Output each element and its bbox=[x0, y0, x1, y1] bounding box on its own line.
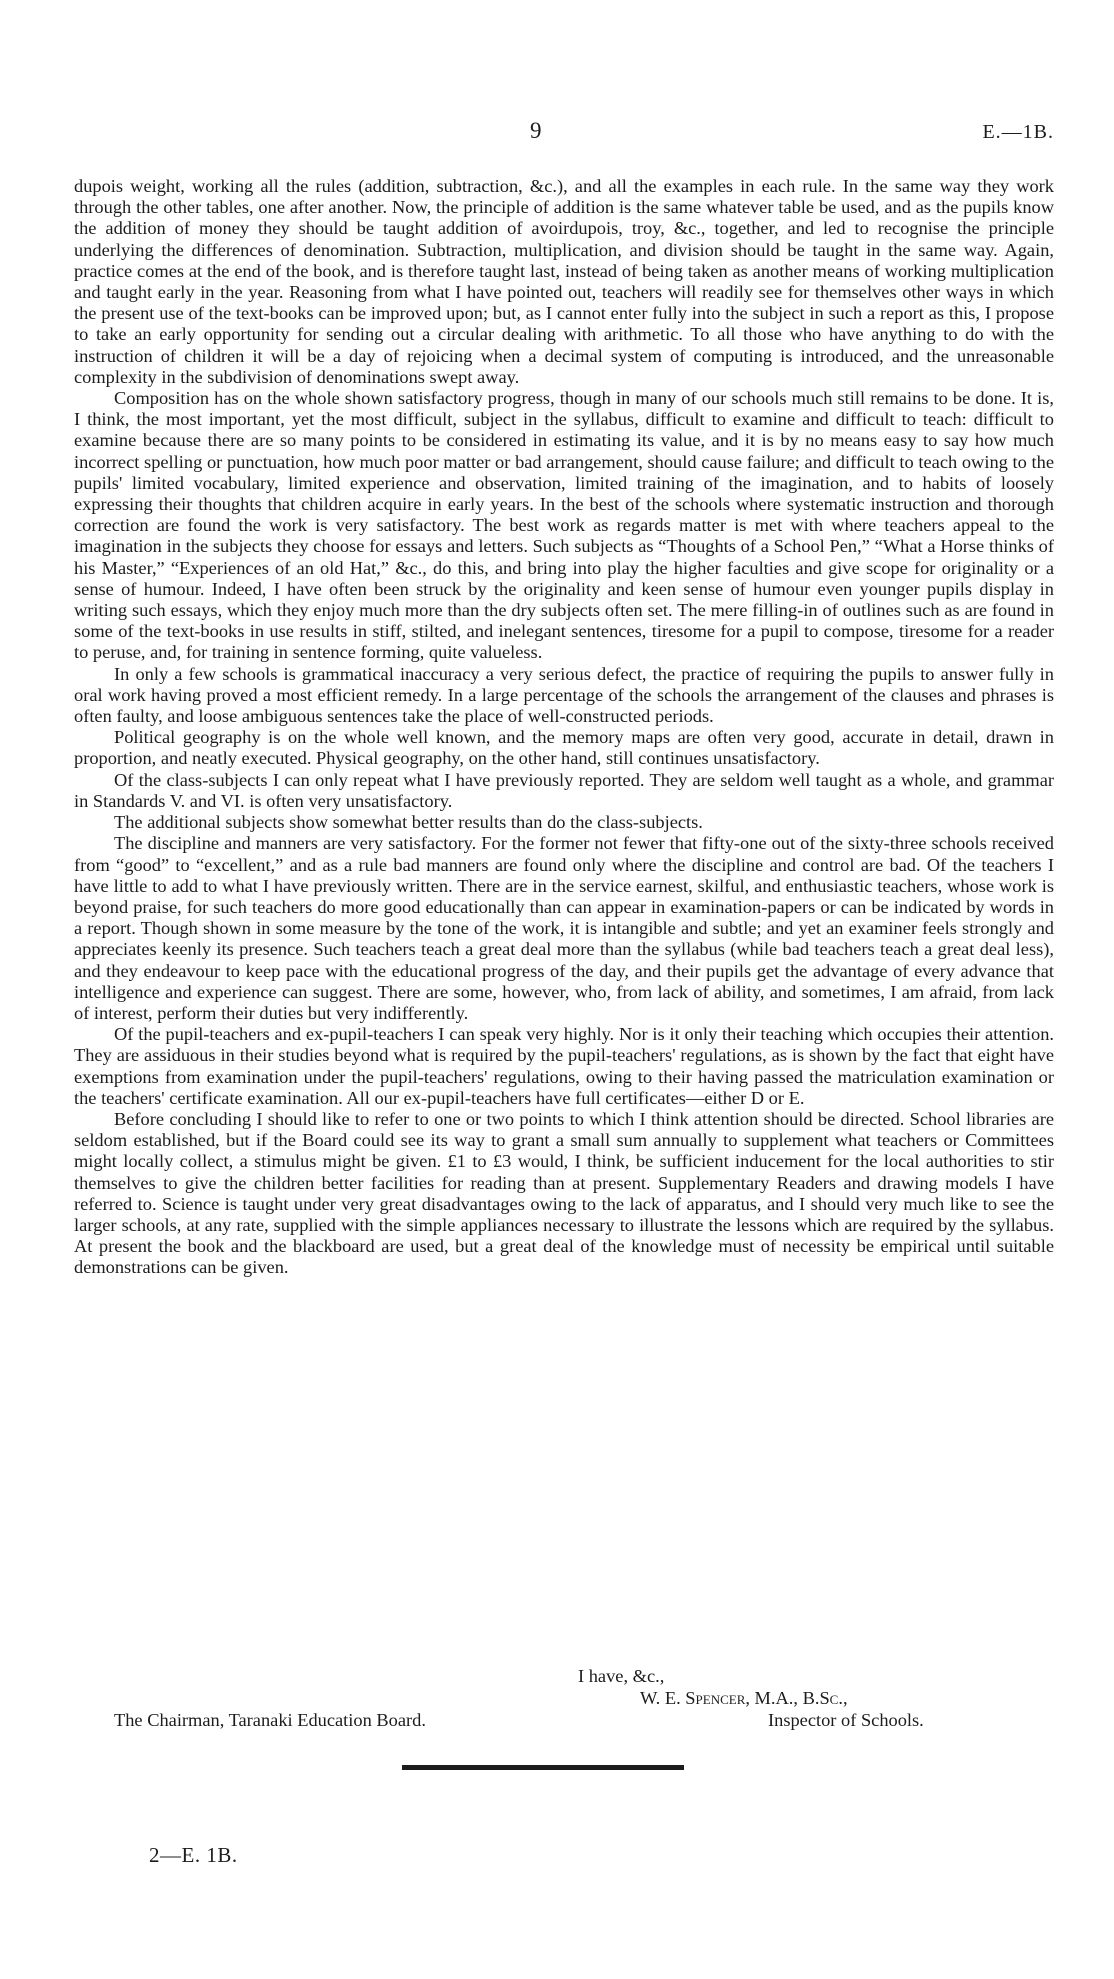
paragraph-additional-subjects: The additional subjects show somewhat better results than do the class-subjects. bbox=[114, 812, 703, 833]
report-body bbox=[74, 176, 1054, 1279]
footer-reference: 2—E. 1B. bbox=[149, 1843, 238, 1867]
paragraph-conclusion: Before concluding I should like to refer to one or two points to which I think attention should be directed. School libraries are seldom established, but if the Board could see its way to grant a small sum annually to supplement what teachers or Committees might locally collect, a stimulus might be given. £1 to £3 would, I think, be sufficient inducement for the local authorities to stir themselves to give the children better facilities for reading than at present. Supplementary Readers and drawing models I have referred to. Science is taught under very great disadvantages owing to the lack of apparatus, and I should very much like to see the larger schools, at any rate, supplied with the simple appliances necessary to illustrate the lessons which are required by the syllabus. At present the book and the blackboard are used, but a great deal of the knowledge must of necessity be empirical until suitable demonstrations can be given. bbox=[74, 1108, 1054, 1278]
paragraph-composition: Composition has on the whole shown satisfactory progress, though in many of our schools much still remains to be done. It is, I think, the most important, yet the most difficult, subject in the syllabus, difficult to examine and difficult to teach: difficult to examine because there are so many points to be considered in estimating its value, and it is by no means easy to say how much incorrect spelling or punctuation, how much poor matter or bad arrangement, should cause failure; and difficult to teach owing to the pupils' limited vocabulary, limited experience and observation, limited training of the imagination, and to habits of loosely expressing their thoughts that children acquire in early years. In the best of the schools where systematic instruction and thorough correction are found the work is very satisfactory. The best work as regards matter is met with where teachers appeal to the imagination in the subjects they choose for essays and letters. Such subjects as “Thoughts of a School Pen,” “What a Horse thinks of his Master,” “Experiences of an old Hat,” &c., do this, and bring into play the higher faculties and give scope for originality or a sense of humour. Indeed, I have often been struck by the originality and keen sense of humour even younger pupils display in writing such essays, which they enjoy much more than the dry subjects often set. The mere filling-in of outlines such as are found in some of the text-books in use results in stiff, stilted, and inelegant sentences, tiresome for a pupil to compose, tiresome for a reader to peruse, and, for training in sentence forming, quite valueless. bbox=[74, 388, 1054, 663]
salutation: I have, &c., bbox=[578, 1666, 665, 1686]
paragraph-geography: Political geography is on the whole well known, and the memory maps are often very good, accurate in detail, drawn in proportion, and neatly executed. Physical geography, on the other hand, still continues unsatisfactory. bbox=[74, 727, 1054, 769]
signature: W. E. Spencer, M.A., B.Sc., bbox=[640, 1688, 848, 1708]
paragraph-arithmetic: dupois weight, working all the rules (addition, subtraction, &c.), and all the examples in each rule. In the same way they work through the other tables, one after another. Now, the principle of addition is the same whatever table be used, and as the pupils know the addition of money they should be taught addition of avoirdupois, troy, &c., together, and led to recognise the principle underlying the differences of denomination. Subtraction, multiplication, and division should be taught in the same way. Again, practice comes at the end of the book, and is therefore taught last, instead of being taken as another means of working multiplication and taught early in the year. Reasoning from what I have pointed out, teachers will readily see for themselves other ways in which the present use of the text-books can be improved upon; but, as I cannot enter fully into the subject in such a report as this, I propose to take an early opportunity for sending out a circular dealing with arithmetic. To all those who have anything to do with the instruction of children it will be a day of rejoicing when a decimal system of computing is introduced, and the unreasonable complexity in the subdivision of denominations swept away. bbox=[74, 176, 1054, 387]
section-divider bbox=[402, 1765, 684, 1770]
paragraph-pupil-teachers: Of the pupil-teachers and ex-pupil-teachers I can speak very highly. Nor is it only their teaching which occupies their attention. They are assiduous in their studies beyond what is required by the pupil-teachers' regulations, as is shown by the fact that eight have exemptions from examination under the pupil-teachers' regulations, owing to their having passed the matriculation examination or the teachers' certificate examination. All our ex-pupil-teachers have full certificates—either D or E. bbox=[74, 1024, 1054, 1108]
page-number: 9 bbox=[530, 118, 542, 143]
recipient: The Chairman, Taranaki Education Board. bbox=[114, 1710, 426, 1730]
paragraph-discipline: The discipline and manners are very satisfactory. For the former not fewer that fifty-one out of the sixty-three schools received from “good” to “excellent,” and as a rule bad manners are found only where the discipline and control are bad. Of the teachers I have little to add to what I have previously written. There are in the service earnest, skilful, and enthusiastic teachers, whose work is beyond praise, for such teachers do more good educationally than can appear in examination-papers or can be indicated by words in a report. Though shown in some measure by the tone of the work, it is intangible and subtle; and yet an examiner feels strongly and appreciates keenly its presence. Such teachers teach a great deal more than the syllabus (while bad teachers teach a great deal less), and they endeavour to keep pace with the educational progress of the day, and their pupils get the advantage of every advance that intelligence and experience can suggest. There are some, however, who, from lack of ability, and sometimes, I am afraid, from lack of interest, perform their duties but very indifferently. bbox=[74, 833, 1054, 1023]
paragraph-grammar: In only a few schools is grammatical inaccuracy a very serious defect, the practice of requiring the pupils to answer fully in oral work having proved a most efficient remedy. In a large percentage of the schools the arrangement of the clauses and phrases is often faulty, and loose ambiguous sentences take the place of well-constructed periods. bbox=[74, 663, 1054, 727]
signatory-title: Inspector of Schools. bbox=[768, 1710, 924, 1730]
paragraph-class-subjects: Of the class-subjects I can only repeat what I have previously reported. They are seldom well taught as a whole, and grammar in Standards V. and VI. is often very unsatisfactory. bbox=[74, 769, 1054, 811]
document-reference: E.—1B. bbox=[982, 121, 1054, 143]
